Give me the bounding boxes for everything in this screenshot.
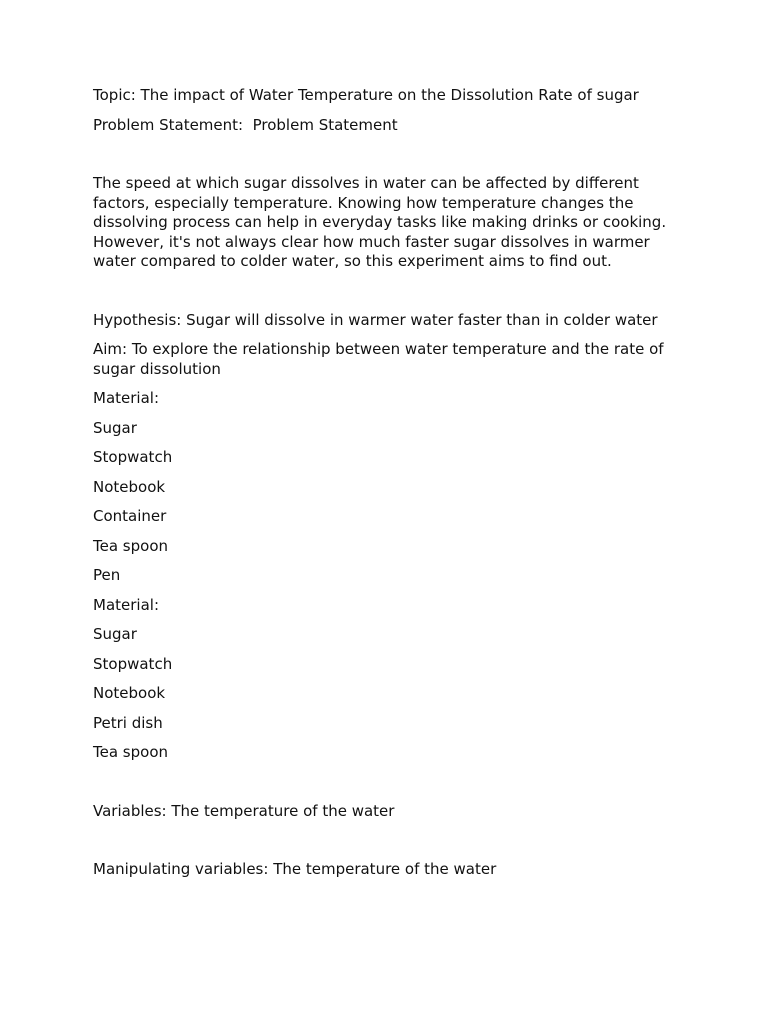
material-heading: Material: — [93, 595, 159, 614]
material-item: Sugar — [93, 625, 137, 643]
material-item: Container — [93, 507, 167, 525]
material-item: Petri dish — [93, 713, 163, 732]
topic-line: Topic: The impact of Water Temperature on the Dissolution Rate of sugar — [93, 86, 639, 104]
hypothesis-line: Hypothesis: Sugar will dissolve in warmer water faster than in colder water — [93, 310, 658, 329]
material-item: Stopwatch — [93, 448, 173, 466]
material-item: Tea spoon — [93, 536, 168, 555]
material-item: Sugar — [93, 418, 137, 437]
material-item: Pen — [93, 566, 121, 584]
material-item: Notebook — [93, 477, 166, 496]
material-item: Stopwatch — [93, 654, 173, 673]
material-item: Tea spoon — [93, 743, 168, 761]
manipulating-variables-line: Manipulating variables: The temperature of the water — [93, 860, 497, 878]
material-heading: Material: — [93, 389, 159, 407]
variables-line: Variables: The temperature of the water — [93, 801, 395, 820]
problem-statement-line: Problem Statement: Problem Statement — [93, 115, 398, 134]
document-page — [93, 86, 683, 880]
aim-line: Aim: To explore the relationship between water temperature and the rate of sugar dissolution — [93, 340, 669, 378]
material-item: Notebook — [93, 684, 166, 702]
problem-paragraph: The speed at which sugar dissolves in water can be affected by different factors, especially temperature. Knowing how temperature changes the dissolving process can help in everyday tasks like making drinks or cooking. However, it's not always clear how much faster sugar dissolves in warmer water compared to colder water, so this experiment aims to find out. — [93, 174, 671, 270]
